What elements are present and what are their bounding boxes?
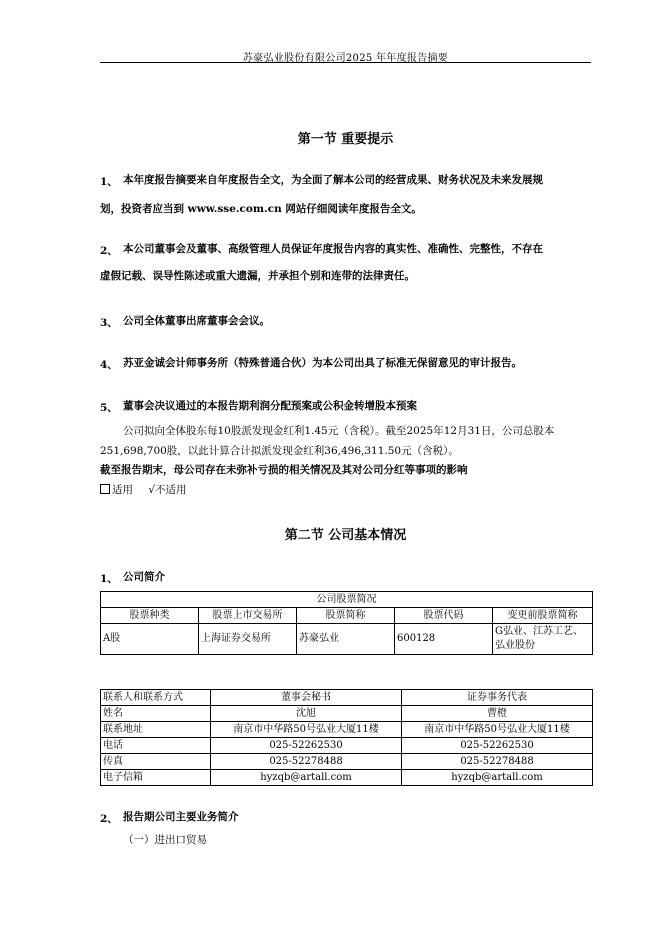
option-not-applicable-label: 不适用 [155, 484, 187, 496]
table-cell: 苏豪弘业 [297, 624, 395, 655]
business-item-1: （一）进出口贸易 [123, 834, 207, 846]
table-cell: G弘业、江苏工艺、弘业股份 [493, 624, 593, 655]
column-header: 证券事务代表 [402, 690, 593, 706]
table-cell: A股 [101, 624, 199, 655]
table-caption-row [101, 592, 593, 608]
row-label: 联系地址 [101, 722, 211, 738]
table-cell: 南京市中华路50号弘业大厦11楼 [402, 722, 593, 738]
table-cell: 沈旭 [211, 706, 402, 722]
dividend-plan-line2: 251,698,700股，以此计算合计拟派发现金红利36,496,311.50元（含税）。 [100, 445, 459, 457]
item-number: 4、 [100, 359, 118, 371]
applicability-options [100, 479, 187, 502]
contact-info-table [100, 689, 593, 786]
table-cell: 上海证券交易所 [199, 624, 297, 655]
table-caption: 公司股票简况 [101, 592, 593, 608]
table-cell: 曹橙 [402, 706, 593, 722]
dividend-plan-line1: 公司拟向全体股东每10股派发现金红利1.45元（含税）。截至2025年12月31日，公司总股本 [123, 425, 555, 437]
section2-title: 第二节 公司基本情况 [284, 528, 407, 543]
item-text-line1: 苏亚金诚会计师事务所（特殊普通合伙）为本公司出具了标准无保留意见的审计报告。 [123, 357, 522, 369]
item-number: 1、 [100, 176, 118, 188]
column-header: 股票种类 [101, 608, 199, 624]
table-header-row [101, 690, 593, 706]
section1-title: 第一节 重要提示 [297, 132, 394, 147]
table-cell: 025-52262530 [211, 738, 402, 754]
table-row [101, 770, 593, 786]
column-header: 变更前股票简称 [493, 608, 593, 624]
column-header: 股票简称 [297, 608, 395, 624]
item-text-line2: 划，投资者应当到 www.sse.com.cn 网站仔细阅读年度报告全文。 [100, 203, 422, 215]
header-divider [100, 62, 591, 63]
table-cell: 600128 [395, 624, 493, 655]
column-header: 股票代码 [395, 608, 493, 624]
row-label: 传真 [101, 754, 211, 770]
table-header-row [101, 608, 593, 624]
subsection1-number: 1、 [100, 573, 118, 585]
subsection2-number: 2、 [100, 813, 118, 825]
item-text-line1: 本年度报告摘要来自年度报告全文，为全面了解本公司的经营成果、财务状况及未来发展规 [123, 174, 543, 186]
check-mark-icon: √ [148, 484, 156, 496]
loss-note: 截至报告期末，母公司存在未弥补亏损的相关情况及其对公司分红等事项的影响 [100, 464, 468, 476]
item-number: 5、 [100, 402, 118, 414]
table-row [101, 754, 593, 770]
subsection1-label: 公司简介 [123, 571, 165, 583]
item-text-line2: 虚假记载、误导性陈述或重大遗漏，并承担个别和连带的法律责任。 [100, 270, 415, 282]
page-header: 苏豪弘业股份有限公司2025 年年度报告摘要 [242, 53, 449, 64]
item-number: 3、 [100, 317, 118, 329]
column-header: 董事会秘书 [211, 690, 402, 706]
table-cell: 025-52262530 [402, 738, 593, 754]
email-cell: hyzqb@artall.com [211, 770, 402, 786]
option-applicable-label: 适用 [112, 484, 133, 496]
table-row [101, 706, 593, 722]
row-label: 电话 [101, 738, 211, 754]
column-header: 联系人和联系方式 [101, 690, 211, 706]
column-header: 股票上市交易所 [199, 608, 297, 624]
table-cell: 025-52278488 [402, 754, 593, 770]
item-text-line1: 董事会决议通过的本报告期利润分配预案或公积金转增股本预案 [123, 400, 417, 412]
table-cell: 025-52278488 [211, 754, 402, 770]
table-row [101, 738, 593, 754]
row-label: 电子信箱 [101, 770, 211, 786]
checkbox-applicable [100, 484, 110, 494]
subsection2-label: 报告期公司主要业务简介 [123, 811, 239, 823]
email-cell: hyzqb@artall.com [402, 770, 593, 786]
item-text-line1: 公司全体董事出席董事会会议。 [123, 315, 270, 327]
stock-info-table [100, 591, 593, 655]
table-cell: 南京市中华路50号弘业大厦11楼 [211, 722, 402, 738]
row-label: 姓名 [101, 706, 211, 722]
table-row [101, 722, 593, 738]
item-number: 2、 [100, 245, 118, 257]
item-text-line1: 本公司董事会及董事、高级管理人员保证年度报告内容的真实性、准确性、完整性，不存在 [123, 243, 543, 255]
table-row [101, 624, 593, 655]
